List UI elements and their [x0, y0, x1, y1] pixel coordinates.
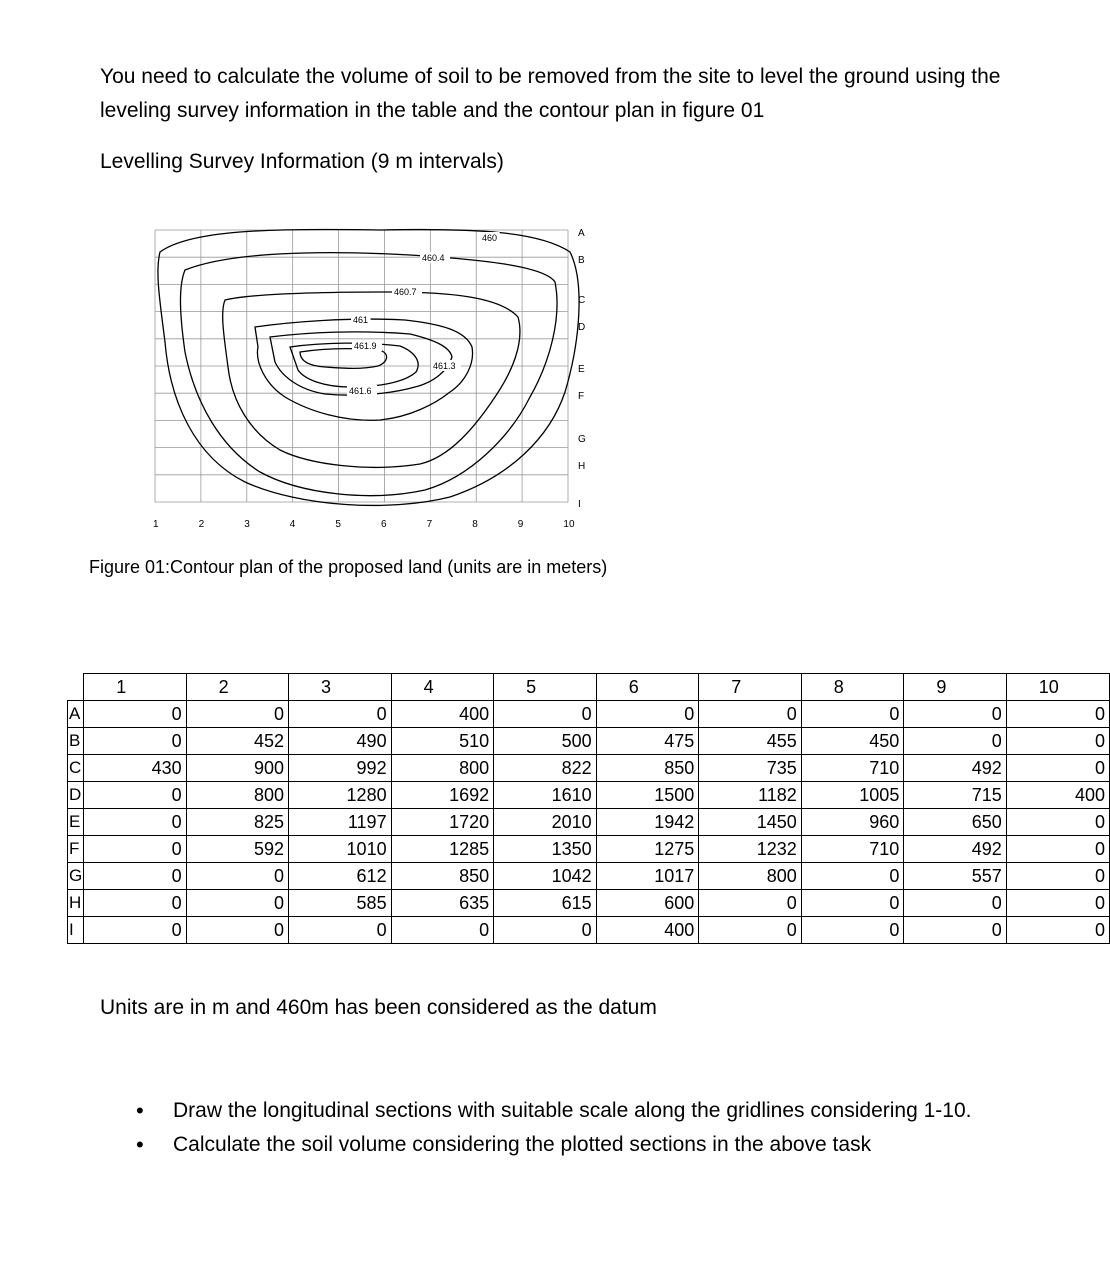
- table-cell: 492: [904, 755, 1006, 782]
- column-header: 9: [904, 674, 1006, 701]
- contour-label: 461.3: [433, 361, 456, 371]
- table-cell: 1350: [494, 836, 597, 863]
- table-cell: 0: [801, 863, 904, 890]
- table-cell: 615: [494, 890, 597, 917]
- table-cell: 1010: [289, 836, 392, 863]
- task-list: [100, 1094, 1060, 1162]
- table-cell: 0: [186, 863, 288, 890]
- table-cell: 0: [1006, 836, 1109, 863]
- figure-row-label: E: [578, 364, 585, 375]
- intro-text: You need to calculate the volume of soil to be removed from the site to level the ground using the leveling survey information in the table and the contour plan in figure 01: [100, 65, 1001, 122]
- table-cell: 0: [186, 701, 288, 728]
- table-cell: 0: [904, 701, 1006, 728]
- table-cell: 0: [904, 890, 1006, 917]
- contour-label: 460: [482, 233, 498, 243]
- figure-column-label: 10: [563, 519, 575, 530]
- table-row: [68, 728, 1110, 755]
- table-cell: 715: [904, 782, 1006, 809]
- table-cell: 0: [596, 701, 699, 728]
- units-note: Units are in m and 460m has been considered as the datum: [100, 996, 657, 1019]
- table-cell: 0: [801, 890, 904, 917]
- table-cell: 0: [84, 728, 186, 755]
- contour-label: 460.4: [422, 253, 445, 263]
- table-cell: 850: [596, 755, 699, 782]
- figure-row-label: B: [578, 255, 585, 266]
- table-cell: 0: [801, 917, 904, 944]
- figure-row-label: D: [578, 322, 586, 333]
- table-cell: 1005: [801, 782, 904, 809]
- table-cell: 400: [596, 917, 699, 944]
- row-label: H: [68, 890, 84, 917]
- table-cell: 0: [289, 917, 392, 944]
- table-row: [68, 890, 1110, 917]
- figure-column-label: 3: [244, 519, 250, 530]
- table-cell: 735: [699, 755, 802, 782]
- table-cell: 0: [84, 701, 186, 728]
- table-cell: 1610: [494, 782, 597, 809]
- figure-column-label: 4: [289, 519, 296, 530]
- table-cell: 0: [904, 728, 1006, 755]
- column-header: 2: [186, 674, 288, 701]
- table-cell: 992: [289, 755, 392, 782]
- table-cell: 500: [494, 728, 597, 755]
- contour-label: 461.9: [354, 341, 377, 351]
- column-header: 8: [801, 674, 904, 701]
- table-cell: 0: [904, 917, 1006, 944]
- table-cell: 475: [596, 728, 699, 755]
- table-cell: 452: [186, 728, 288, 755]
- table-cell: 960: [801, 809, 904, 836]
- survey-heading: Levelling Survey Information (9 m intervals): [100, 150, 504, 173]
- table-cell: 0: [1006, 917, 1109, 944]
- row-label: I: [68, 917, 84, 944]
- table-cell: 1042: [494, 863, 597, 890]
- table-cell: 0: [1006, 809, 1109, 836]
- row-label: F: [68, 836, 84, 863]
- contour-plan-svg: [150, 222, 610, 542]
- column-header: 4: [391, 674, 494, 701]
- table-cell: 800: [186, 782, 288, 809]
- task-item: [100, 1128, 1060, 1162]
- table-cell: 490: [289, 728, 392, 755]
- table-cell: 0: [84, 890, 186, 917]
- table-cell: 492: [904, 836, 1006, 863]
- table-cell: 800: [391, 755, 494, 782]
- contour-label: 461: [353, 315, 369, 325]
- table-cell: 0: [391, 917, 494, 944]
- table-cell: 585: [289, 890, 392, 917]
- contour-grid: [155, 230, 568, 502]
- column-header: 7: [699, 674, 802, 701]
- column-header: 1: [84, 674, 186, 701]
- table-corner: [68, 674, 84, 701]
- table-cell: 650: [904, 809, 1006, 836]
- figure-row-label: A: [578, 228, 585, 239]
- table-cell: 0: [1006, 890, 1109, 917]
- table-cell: 612: [289, 863, 392, 890]
- contour-labels: [347, 232, 500, 396]
- table-cell: 0: [699, 701, 802, 728]
- figure-column-label: 2: [198, 519, 205, 530]
- table-cell: 400: [1006, 782, 1109, 809]
- table-cell: 0: [1006, 863, 1109, 890]
- figure-row-label: H: [578, 461, 586, 472]
- table-cell: 0: [186, 917, 288, 944]
- table-cell: 592: [186, 836, 288, 863]
- table-cell: 455: [699, 728, 802, 755]
- table-cell: 400: [391, 701, 494, 728]
- contour-label: 461.6: [349, 386, 372, 396]
- table-cell: 1275: [596, 836, 699, 863]
- table-cell: 1500: [596, 782, 699, 809]
- table-cell: 1017: [596, 863, 699, 890]
- row-label: A: [68, 701, 84, 728]
- levels-table: [67, 673, 1110, 944]
- table-cell: 710: [801, 836, 904, 863]
- table-cell: 1197: [289, 809, 392, 836]
- contour-label: 460.7: [394, 287, 417, 297]
- figure-column-label: 7: [426, 519, 433, 530]
- table-row: [68, 782, 1110, 809]
- table-cell: 900: [186, 755, 288, 782]
- table-row: [68, 863, 1110, 890]
- row-label: G: [68, 863, 84, 890]
- column-header: 10: [1006, 674, 1109, 701]
- table-cell: 0: [1006, 728, 1109, 755]
- table-cell: 1182: [699, 782, 802, 809]
- table-row: [68, 755, 1110, 782]
- task-text: Draw the longitudinal sections with suitable scale along the gridlines considering 1-10.: [173, 1099, 972, 1122]
- table-cell: 0: [84, 863, 186, 890]
- table-cell: 0: [84, 917, 186, 944]
- contour-lines: [158, 229, 579, 505]
- row-label: E: [68, 809, 84, 836]
- bullet-icon: •: [136, 1132, 144, 1157]
- figure-caption: Figure 01:Contour plan of the proposed land (units are in meters): [89, 557, 608, 577]
- table-cell: 0: [699, 890, 802, 917]
- table-cell: 450: [801, 728, 904, 755]
- figure-column-label: 5: [335, 519, 341, 530]
- table-cell: 0: [186, 890, 288, 917]
- table-cell: 430: [84, 755, 186, 782]
- table-cell: 825: [186, 809, 288, 836]
- table-cell: 2010: [494, 809, 597, 836]
- column-header: 5: [494, 674, 597, 701]
- table-cell: 0: [699, 917, 802, 944]
- table-cell: 0: [84, 836, 186, 863]
- table-row: [68, 809, 1110, 836]
- table-cell: 510: [391, 728, 494, 755]
- contour-460-4: [180, 253, 557, 496]
- bullet-icon: •: [136, 1098, 144, 1123]
- table-cell: 1692: [391, 782, 494, 809]
- contour-plan-figure: [150, 222, 610, 542]
- figure-row-label: G: [578, 434, 586, 445]
- table-cell: 0: [494, 701, 597, 728]
- table-cell: 0: [84, 782, 186, 809]
- figure-column-label: 6: [381, 519, 387, 530]
- row-label: C: [68, 755, 84, 782]
- table-header-row: [68, 674, 1110, 701]
- table-cell: 710: [801, 755, 904, 782]
- figure-row-label: C: [578, 295, 586, 306]
- table-cell: 1720: [391, 809, 494, 836]
- figure-row-label: F: [578, 391, 585, 402]
- table-cell: 0: [1006, 755, 1109, 782]
- table-row: [68, 701, 1110, 728]
- figure-column-label: 1: [153, 519, 159, 530]
- figure-row-label: I: [578, 499, 581, 510]
- table-cell: 850: [391, 863, 494, 890]
- table-row: [68, 836, 1110, 863]
- figure-column-label: 9: [517, 519, 524, 530]
- column-header: 3: [289, 674, 392, 701]
- column-header: 6: [596, 674, 699, 701]
- table-cell: 635: [391, 890, 494, 917]
- table-cell: 0: [801, 701, 904, 728]
- table-cell: 557: [904, 863, 1006, 890]
- table-cell: 0: [289, 701, 392, 728]
- table-cell: 822: [494, 755, 597, 782]
- table-cell: 600: [596, 890, 699, 917]
- table-cell: 1450: [699, 809, 802, 836]
- table-cell: 1285: [391, 836, 494, 863]
- row-label: B: [68, 728, 84, 755]
- table-row: [68, 917, 1110, 944]
- table-cell: 0: [1006, 701, 1109, 728]
- figure-column-label: 8: [472, 519, 478, 530]
- row-label: D: [68, 782, 84, 809]
- contour-461-9: [300, 349, 387, 369]
- task-text: Calculate the soil volume considering the plotted sections in the above task: [173, 1133, 872, 1156]
- table-cell: 0: [494, 917, 597, 944]
- table-cell: 1232: [699, 836, 802, 863]
- table-cell: 0: [84, 809, 186, 836]
- task-item: [100, 1094, 1060, 1128]
- axis-labels: [153, 228, 586, 530]
- table-cell: 800: [699, 863, 802, 890]
- table-cell: 1280: [289, 782, 392, 809]
- table-cell: 1942: [596, 809, 699, 836]
